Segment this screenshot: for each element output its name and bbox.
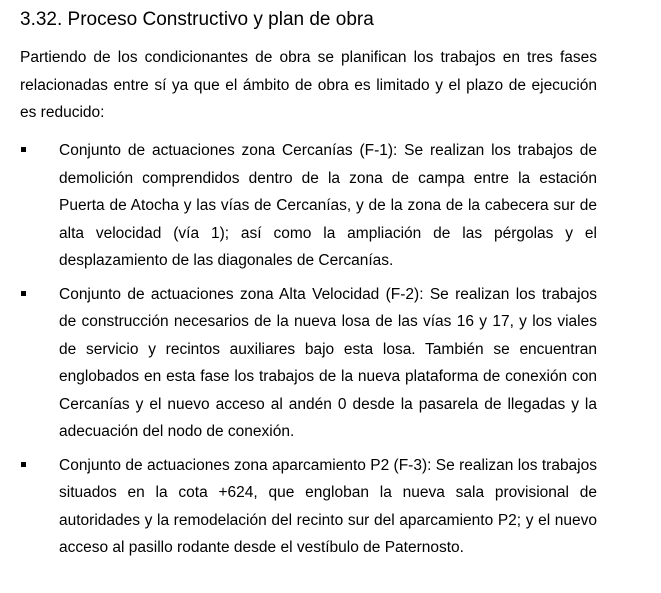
intro-paragraph: Partiendo de los condicionantes de obra se planifican los trabajos en tres fases relacionadas entre sí ya que el ámbito de obra es limitado y el plazo de ejecución es reducido: bbox=[20, 49, 597, 121]
list-item-text: Conjunto de actuaciones zona aparcamiento P2 (F-3): Se realizan los trabajos situados en la cota +624, que engloban la nueva sala provisional de autoridades y la remodelación del recinto sur del aparcamiento P2; y el nuevo acceso al pasillo rodante desde el vestíbulo de Paternosto. bbox=[59, 456, 597, 556]
phase-list bbox=[20, 137, 597, 568]
list-item-f2 bbox=[20, 281, 597, 446]
list-item-f3 bbox=[20, 452, 597, 562]
square-bullet-icon bbox=[21, 462, 26, 467]
section-heading: 3.32. Proceso Constructivo y plan de obra bbox=[20, 9, 374, 30]
square-bullet-icon bbox=[21, 147, 26, 152]
list-item-f1 bbox=[20, 137, 597, 275]
list-item-text: Conjunto de actuaciones zona Cercanías (F-1): Se realizan los trabajos de demolición comprendidos dentro de la zona de campa entre la estación Puerta de Atocha y las vías de Cercanías, y de la zona de la cabecera sur de alta velocidad (vía 1); así como la ampliación de las pérgolas y el desplazamiento de las diagonales de Cercanías. bbox=[59, 142, 597, 269]
list-item-text: Conjunto de actuaciones zona Alta Velocidad (F-2): Se realizan los trabajos de construcción necesarios de la nueva losa de las vías 16 y 17, y los viales de servicio y recintos auxiliares bajo esta losa. También se encuentran englobados en esta fase los trabajos de la nueva plataforma de conexión con Cercanías y el nuevo acceso al andén 0 desde la pasarela de llegadas y la adecuación del nodo de conexión. bbox=[59, 285, 597, 440]
square-bullet-icon bbox=[21, 291, 26, 296]
